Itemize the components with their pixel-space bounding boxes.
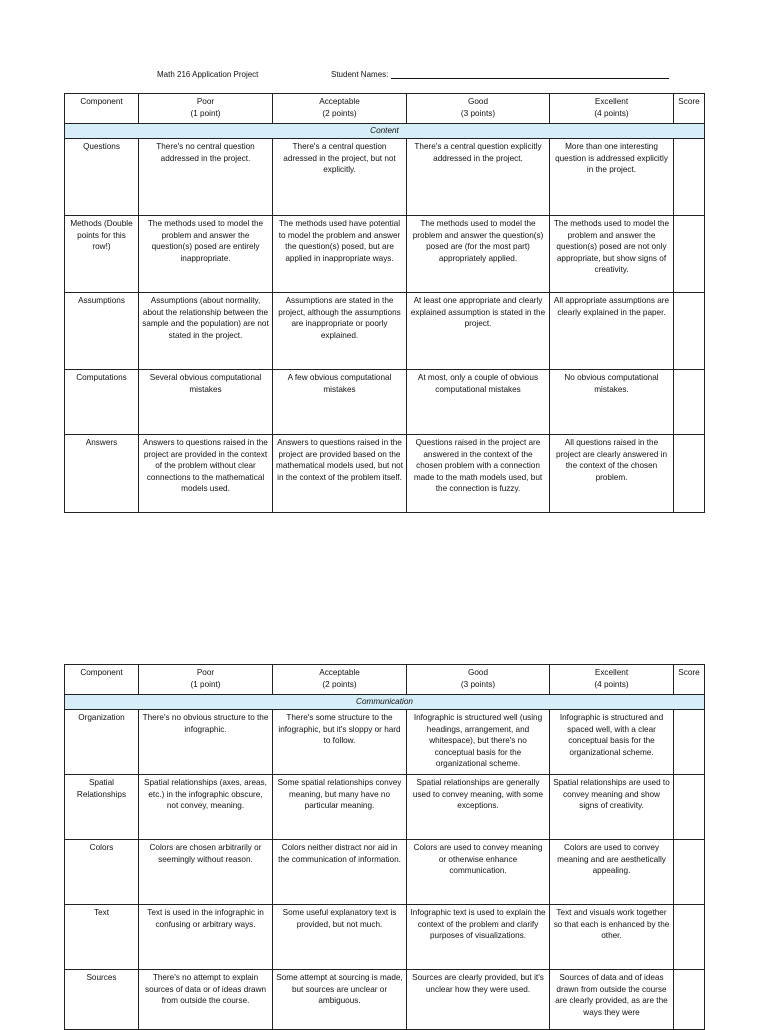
cell-poor: Text is used in the infographic in confusing or arbitrary ways. [139,905,273,970]
row-component: Organization [65,710,139,775]
cell-good: Colors are used to convey meaning or otherwise enhance communication. [407,840,550,905]
cell-good: Spatial relationships are generally used to convey meaning, with some exceptions. [407,775,550,840]
col-header-excellent: Excellent (4 points) [550,94,674,124]
communication-rubric-table [64,664,705,1030]
header-row [65,665,705,695]
table-row [65,840,705,905]
student-names-field [331,70,669,79]
col-header-component: Component [65,665,139,695]
cell-acceptable: The methods used have potential to model the problem and answer the question(s) posed, but are applied in inappropriate ways. [273,216,407,293]
col-header-score: Score [674,94,705,124]
table-row [65,435,705,513]
cell-poor: Assumptions (about normality, about the relationship between the sample and the population) are not stated in the project. [139,293,273,370]
cell-good: Infographic is structured well (using headings, arrangement, and whitespace), but there's no conceptual basis for the organizational scheme. [407,710,550,775]
cell-good: At least one appropriate and clearly explained assumption is stated in the project. [407,293,550,370]
cell-excellent: Text and visuals work together so that each is enhanced by the other. [550,905,674,970]
cell-good: Sources are clearly provided, but it's unclear how they were used. [407,970,550,1030]
cell-good: There's a central question explicitly addressed in the project. [407,139,550,216]
cell-poor: Several obvious computational mistakes [139,370,273,435]
cell-score[interactable] [674,293,705,370]
table-row [65,139,705,216]
col-header-good: Good (3 points) [407,94,550,124]
section-label: Content [65,124,705,139]
cell-score[interactable] [674,970,705,1030]
col-header-score: Score [674,665,705,695]
row-component: Colors [65,840,139,905]
row-component: Answers [65,435,139,513]
cell-acceptable: A few obvious computational mistakes [273,370,407,435]
cell-poor: Colors are chosen arbitrarily or seemingly without reason. [139,840,273,905]
student-names-blank [391,70,669,79]
cell-acceptable: There's some structure to the infographic, but it's sloppy or hard to follow. [273,710,407,775]
cell-score[interactable] [674,370,705,435]
cell-acceptable: Colors neither distract nor aid in the communication of information. [273,840,407,905]
cell-acceptable: Some attempt at sourcing is made, but sources are unclear or ambiguous. [273,970,407,1030]
col-header-poor: Poor (1 point) [139,94,273,124]
cell-excellent: More than one interesting question is addressed explicitly in the project. [550,139,674,216]
cell-score[interactable] [674,435,705,513]
cell-excellent: Colors are used to convey meaning and are aesthetically appealing. [550,840,674,905]
table-row [65,370,705,435]
section-row-content [65,124,705,139]
cell-excellent: No obvious computational mistakes. [550,370,674,435]
table-row [65,216,705,293]
row-component: Sources [65,970,139,1030]
cell-acceptable: Assumptions are stated in the project, although the assumptions are inappropriate or poorly explained. [273,293,407,370]
row-component: Questions [65,139,139,216]
col-header-excellent: Excellent (4 points) [550,665,674,695]
col-header-acceptable: Acceptable (2 points) [273,665,407,695]
cell-score[interactable] [674,840,705,905]
cell-poor: There's no obvious structure to the infographic. [139,710,273,775]
cell-poor: There's no attempt to explain sources of data or of ideas drawn from outside the course. [139,970,273,1030]
cell-score[interactable] [674,216,705,293]
cell-excellent: The methods used to model the problem and answer the question(s) posed are not only appropriate, but show signs of creativity. [550,216,674,293]
row-component: Methods (Double points for this row!) [65,216,139,293]
table-row [65,905,705,970]
col-header-good: Good (3 points) [407,665,550,695]
project-title: Math 216 Application Project [157,70,259,79]
header-row [65,94,705,124]
cell-excellent: Sources of data and of ideas drawn from outside the course are clearly provided, as are the ways they were [550,970,674,1030]
col-header-acceptable: Acceptable (2 points) [273,94,407,124]
cell-poor: Answers to questions raised in the project are provided in the context of the problem without clear connections to the mathematical models used. [139,435,273,513]
row-component: Computations [65,370,139,435]
cell-acceptable: Answers to questions raised in the project are provided based on the mathematical models used, but not in the context of the problem itself. [273,435,407,513]
cell-good: At most, only a couple of obvious computational mistakes [407,370,550,435]
table-row [65,970,705,1030]
cell-score[interactable] [674,139,705,216]
cell-excellent: Spatial relationships are used to convey meaning and show signs of creativity. [550,775,674,840]
col-header-poor: Poor (1 point) [139,665,273,695]
cell-score[interactable] [674,710,705,775]
cell-acceptable: Some useful explanatory text is provided, but not much. [273,905,407,970]
section-label: Communication [65,695,705,710]
content-rubric-table [64,93,705,513]
document-header [0,70,768,84]
cell-excellent: All appropriate assumptions are clearly explained in the paper. [550,293,674,370]
cell-acceptable: Some spatial relationships convey meaning, but many have no particular meaning. [273,775,407,840]
table-row [65,710,705,775]
cell-poor: The methods used to model the problem and answer the question(s) posed are entirely inappropriate. [139,216,273,293]
cell-excellent: Infographic is structured and spaced well, with a clear conceptual basis for the organizational scheme. [550,710,674,775]
cell-poor: There's no central question addressed in the project. [139,139,273,216]
col-header-component: Component [65,94,139,124]
cell-score[interactable] [674,905,705,970]
cell-poor: Spatial relationships (axes, areas, etc.) in the infographic obscure, not convey, meaning. [139,775,273,840]
table-row [65,293,705,370]
section-row-communication [65,695,705,710]
row-component: Assumptions [65,293,139,370]
cell-score[interactable] [674,775,705,840]
cell-good: The methods used to model the problem and answer the question(s) posed are (for the most part) appropriately applied. [407,216,550,293]
cell-excellent: All questions raised in the project are clearly answered in the context of the chosen problem. [550,435,674,513]
row-component: Spatial Relationships [65,775,139,840]
cell-acceptable: There's a central question adressed in the project, but not explicitly. [273,139,407,216]
cell-good: Infographic text is used to explain the context of the problem and clarify purposes of visualizations. [407,905,550,970]
table-row [65,775,705,840]
student-names-label: Student Names: [331,70,389,79]
cell-good: Questions raised in the project are answered in the context of the chosen problem with a connection made to the math models used, but the connection is fuzzy. [407,435,550,513]
row-component: Text [65,905,139,970]
